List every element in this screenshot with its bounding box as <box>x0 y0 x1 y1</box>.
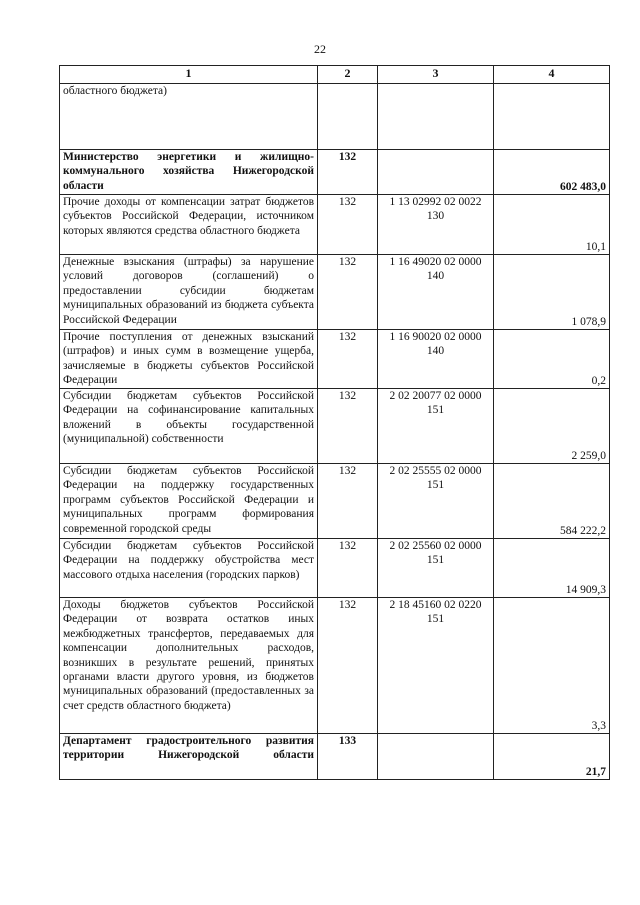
table-row <box>60 389 610 464</box>
row-amount-cell: 584 222,2 <box>494 464 610 539</box>
header-col-4: 4 <box>494 66 610 84</box>
row-code-cell: 132 <box>318 464 378 539</box>
table-row <box>60 195 610 255</box>
row-name-cell: Субсидии бюджетам субъектов Российской Федерации на софинансирование капитальных вложений в объекты государственной (муниципальной) собственности <box>60 389 318 464</box>
row-name-cell: Прочие поступления от денежных взысканий (штрафов) и иных сумм в возмещение ущерба, зачисляемые в бюджеты субъектов Российской Федерации <box>60 330 318 389</box>
row-code-cell: 132 <box>318 598 378 734</box>
row-kbk-cell: 1 13 02992 02 0022 130 <box>378 195 494 255</box>
table-row <box>60 539 610 598</box>
table-row <box>60 84 610 150</box>
row-name-cell: Министерство энергетики и жилищно-коммунального хозяйства Нижегородской области <box>60 150 318 195</box>
header-col-3: 3 <box>378 66 494 84</box>
row-code-cell: 132 <box>318 150 378 195</box>
row-kbk-cell <box>378 734 494 780</box>
row-amount-cell: 14 909,3 <box>494 539 610 598</box>
row-code-cell: 132 <box>318 389 378 464</box>
row-amount-cell: 2 259,0 <box>494 389 610 464</box>
row-kbk-cell: 2 02 25555 02 0000 151 <box>378 464 494 539</box>
table-header-row <box>60 66 610 84</box>
row-name-cell: Прочие доходы от компенсации затрат бюджетов субъектов Российской Федерации, источником которых являются средства областного бюджета <box>60 195 318 255</box>
row-kbk-cell: 1 16 90020 02 0000 140 <box>378 330 494 389</box>
row-kbk-cell: 2 02 20077 02 0000 151 <box>378 389 494 464</box>
row-kbk-cell: 2 18 45160 02 0220 151 <box>378 598 494 734</box>
row-name-cell: Департамент градостроительного развития территории Нижегородской области <box>60 734 318 780</box>
row-kbk-cell: 1 16 49020 02 0000 140 <box>378 255 494 330</box>
row-amount-cell: 602 483,0 <box>494 150 610 195</box>
row-kbk-cell: 2 02 25560 02 0000 151 <box>378 539 494 598</box>
row-name-cell: Денежные взыскания (штрафы) за нарушение условий договоров (соглашений) о предоставлении субсидии бюджетам муниципальных образований из бюджета субъекта Российской Федерации <box>60 255 318 330</box>
row-amount-cell: 3,3 <box>494 598 610 734</box>
row-name-cell: Субсидии бюджетам субъектов Российской Федерации на поддержку обустройства мест массового отдыха населения (городских парков) <box>60 539 318 598</box>
table-row <box>60 598 610 734</box>
row-amount-cell: 0,2 <box>494 330 610 389</box>
budget-revenue-table <box>59 65 610 780</box>
row-code-cell: 132 <box>318 255 378 330</box>
row-code-cell: 132 <box>318 539 378 598</box>
row-amount-cell: 1 078,9 <box>494 255 610 330</box>
table-row <box>60 330 610 389</box>
row-kbk-cell <box>378 150 494 195</box>
table-row <box>60 150 610 195</box>
row-kbk-cell <box>378 84 494 150</box>
row-code-cell: 132 <box>318 330 378 389</box>
table-row <box>60 734 610 780</box>
table-row <box>60 255 610 330</box>
row-name-cell: Субсидии бюджетам субъектов Российской Федерации на поддержку государственных программ субъектов Российской Федерации и муниципальных программ формирования современной городской среды <box>60 464 318 539</box>
page-number: 22 <box>314 42 326 56</box>
header-col-1: 1 <box>60 66 318 84</box>
header-col-2: 2 <box>318 66 378 84</box>
row-name-cell: Доходы бюджетов субъектов Российской Федерации от возврата остатков иных межбюджетных трансфертов, передаваемых для компенсации дополнительных расходов, возникших в результате решений, принятых органами власти другого уровня, из бюджетов муниципальных образований (предоставленных за счет средств областного бюджета) <box>60 598 318 734</box>
row-code-cell: 132 <box>318 195 378 255</box>
row-code-cell <box>318 84 378 150</box>
table-row <box>60 464 610 539</box>
row-amount-cell: 21,7 <box>494 734 610 780</box>
row-code-cell: 133 <box>318 734 378 780</box>
row-amount-cell: 10,1 <box>494 195 610 255</box>
row-amount-cell <box>494 84 610 150</box>
row-name-cell: областного бюджета) <box>60 84 318 150</box>
